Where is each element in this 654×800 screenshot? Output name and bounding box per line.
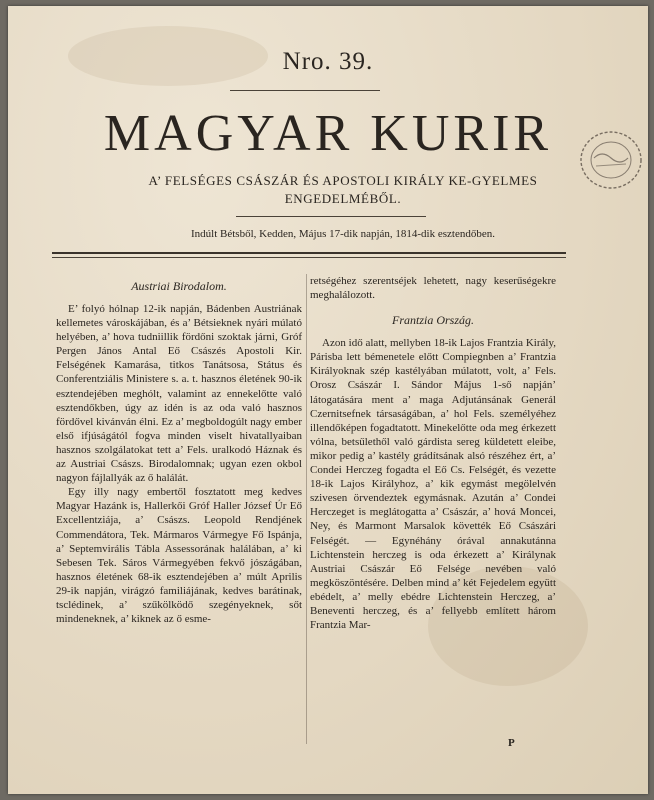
article-paragraph-continued: retségéhez szerentséjek lehetett, nagy keserűségekre meghalálozott. bbox=[310, 275, 556, 302]
masthead-subtitle: A’ FELSÉGES CSÁSZÁR ÉS APOSTOLI KIRÁLY KE-GYELMES ENGEDELMÉBŐL. bbox=[148, 173, 538, 206]
section-heading-france: Frantzia Ország. bbox=[391, 313, 474, 328]
signature-mark: P bbox=[508, 737, 515, 749]
issue-number: Nro. 39. bbox=[282, 48, 374, 75]
subtitle-rule bbox=[236, 216, 426, 217]
header-rule-thick bbox=[52, 252, 566, 254]
section-heading-austria: Austriai Birodalom. bbox=[131, 279, 227, 293]
dateline: Indúlt Bétsből, Kedden, Május 17-dik napján, 1814-dik esztendőben. bbox=[191, 228, 495, 240]
left-column bbox=[56, 274, 302, 626]
header-rule-thin bbox=[52, 257, 566, 258]
issue-rule bbox=[230, 90, 380, 91]
right-column bbox=[310, 274, 556, 632]
article-paragraph: E’ folyó hólnap 12-ik napján, Bádenben Austriának kellemetes városkájában, és a’ Bétsieknek nyári múlató helyében, a’ hova tudniillik fördőni szoktak járni, Gróf Pergen János Antal Eő Császés Apostoli Kir. Felségének Kamarása, titkos Tanátsosa, Státus és Conferentziális Ministere s. a. t. hasznos életének 90-ik esztendejében meghólt, valamint az ennekelőtte való esztendőkben, úgy az idén is az oda való hasznos fördővel kivánván élni. Ez a’ megboldogúlt nagy ember első ifjúságától fogva minden viselt hivatallyaiban hasznos szolgálatokat tett a’ Fels. uralkodó Háznak és az Austriai Császs. Birodalomnak; ugyan ezen okbol nagyon fájlallyák az ő halálát. bbox=[56, 303, 302, 485]
newspaper-page bbox=[8, 6, 648, 794]
masthead-title: MAGYAR KURIR bbox=[103, 105, 553, 162]
article-paragraph: Egy illy nagy embertől fosztatott meg kedves Magyar Hazánk is, Hallerkői Gróf Haller József Úr Eő Excellentziája, a’ Császs. Leopold Rendjének Commendátora, Tek. Mármaros Vármegye Fő Ispánja, a’ Septemvirális Tábla Assessorának halálában, a’ ki Sebesen Tek. Sáros Vármegyében fekvő jószágában, hasznos életének 68-ik esztendejében a’ múlt Aprilis 29-ik napján, virágzó familiájának, kedves barátinak, tsclédinek, a’ szűkölködő szegényeknek, sőt mindeneknek, a’ kiknek az ő esme- bbox=[56, 486, 302, 626]
article-paragraph: Azon idő alatt, mellyben 18-ik Lajos Frantzia Király, Párisba lett bémenetele előtt Compiegnben a’ Frantzia Királyoknak szép kastélyában múlatott, volt, a’ Fels. Orosz Császár I. Sándor Május 1-ső napján’ látogatására ment a’ maga Adjutánsának Generál Czernitsefnek társaságában, a’ hol Fels. személyéhez illendőképen fogadtatott. Minekelőtte oda meg érkezett vólna, betsűlethől való gárdista sereg küldetett eleibe, mikor pedig a’ kastély grádítsának alsó részéhez ért, a’ Condei Herczeg fogadta el Eő Cs. Felségét, és vezette 18-ik Lajos Királyhoz, a’ kik egymást megölelvén szivesen örvendeztek egymásnak. Azután a’ Condei Herczeget is meglátogatta a’ Császár, a’ hová Moncei, Ney, és Marmont Marsalok követték Eő Császári Felségét. — Egynéhány órával annakutánna Lichtenstein herczeg is oda érkezett a’ Királynak Austriai Császár Eő Felsége nevében való megköszöntésére. Delben mind a’ két Fejedelem együtt ebédelt, a’ melly ebédre Lichtenstein Herczeg, a’ Beneventi herczeg, és a’ fellyebb említett három Frantzia Mar- bbox=[310, 337, 556, 632]
column-divider bbox=[306, 274, 307, 744]
postal-stamp-icon bbox=[578, 128, 644, 192]
